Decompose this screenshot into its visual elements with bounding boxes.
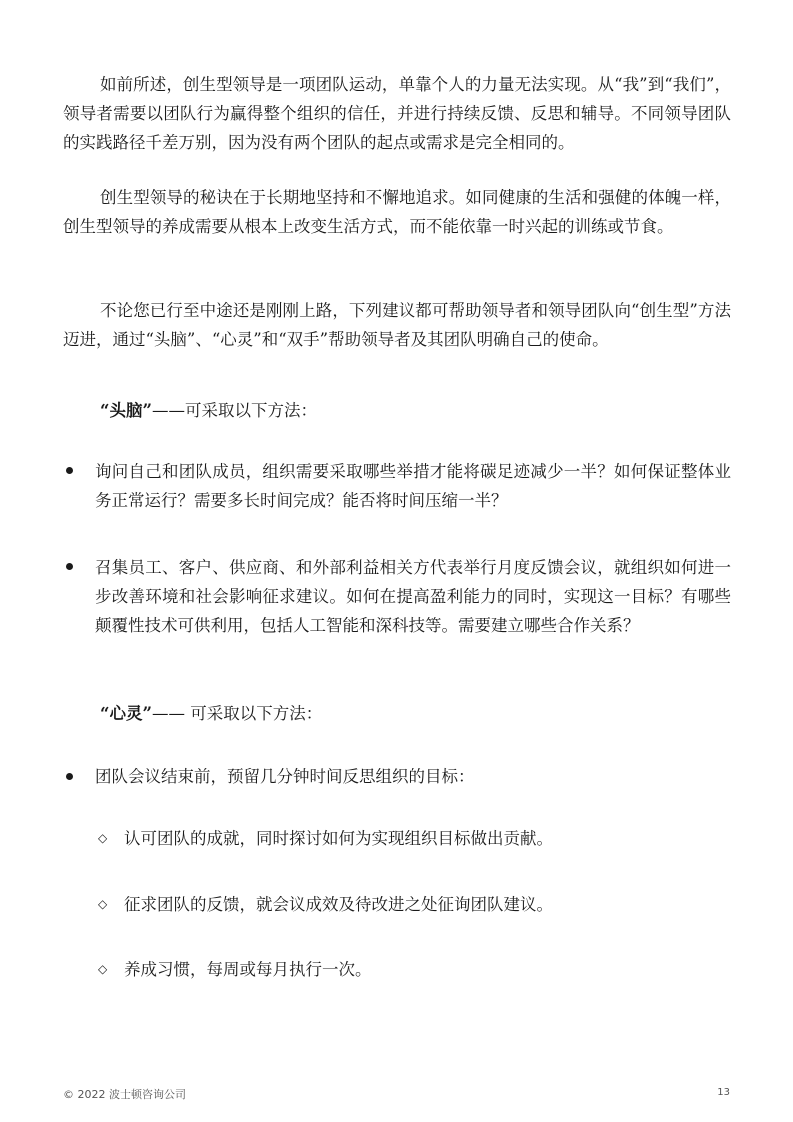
footer-copyright: © 2022 波士顿咨询公司 <box>63 1088 186 1101</box>
paragraph-secret: 创生型领导的秘诀在于长期地坚持和不懈地追求。如同健康的生活和强健的体魄一样，创生型领导的养成需要从根本上改变生活方式，而不能依靠一时兴起的训练或节食。 <box>63 188 731 236</box>
sub-list-item: 认可团队的成就，同时探讨如何为实现组织目标做出贡献。 <box>124 829 553 848</box>
section-heading-heart-rest: —— 可采取以下方法： <box>151 704 323 723</box>
list-item: 召集员工、客户、供应商、和外部利益相关方代表举行月度反馈会议，就组织如何进一步改善环境和社会影响征求建议。如何在提高盈利能力的同时，实现这一目标？有哪些颠覆性技术可供利用，包括人工智能和深科技等。需要建立哪些合作关系？ <box>95 558 731 635</box>
sub-list-item: 养成习惯，每周或每月执行一次。 <box>124 960 372 979</box>
section-heading-head-label: “头脑” <box>100 401 152 420</box>
section-heading-head-rest: ——可采取以下方法： <box>151 401 317 420</box>
sub-list-item: 征求团队的反馈，就会议成效及待改进之处征询团队建议。 <box>124 895 553 914</box>
list-item: 团队会议结束前，预留几分钟时间反思组织的目标： <box>95 767 475 786</box>
section-heading-head <box>100 396 317 425</box>
list-item: 询问自己和团队成员，组织需要采取哪些举措才能将碳足迹减少一半？如何保证整体业务正常运行？需要多长时间完成？能否将时间压缩一半？ <box>95 462 731 510</box>
bullet-icon <box>66 467 73 474</box>
diamond-bullet-icon: ◇ <box>98 962 108 976</box>
section-heading-heart <box>100 699 322 728</box>
section-heading-heart-label: “心灵” <box>100 704 152 723</box>
paragraph-intro: 如前所述，创生型领导是一项团队运动，单靠个人的力量无法实现。从“我”到“我们”，领导者需要以团队行为赢得整个组织的信任，并进行持续反馈、反思和辅导。不同领导团队的实践路径千差万别，因为没有两个团队的起点或需求是完全相同的。 <box>63 75 731 152</box>
diamond-bullet-icon: ◇ <box>98 897 108 911</box>
bullet-icon <box>66 773 73 780</box>
paragraph-suggestions: 不论您已行至中途还是刚刚上路，下列建议都可帮助领导者和领导团队向“创生型”方法迈进，通过“头脑”、“心灵”和“双手”帮助领导者及其团队明确自己的使命。 <box>63 301 731 349</box>
diamond-bullet-icon: ◇ <box>98 831 108 845</box>
page-number: 13 <box>717 1087 730 1098</box>
bullet-icon <box>66 563 73 570</box>
